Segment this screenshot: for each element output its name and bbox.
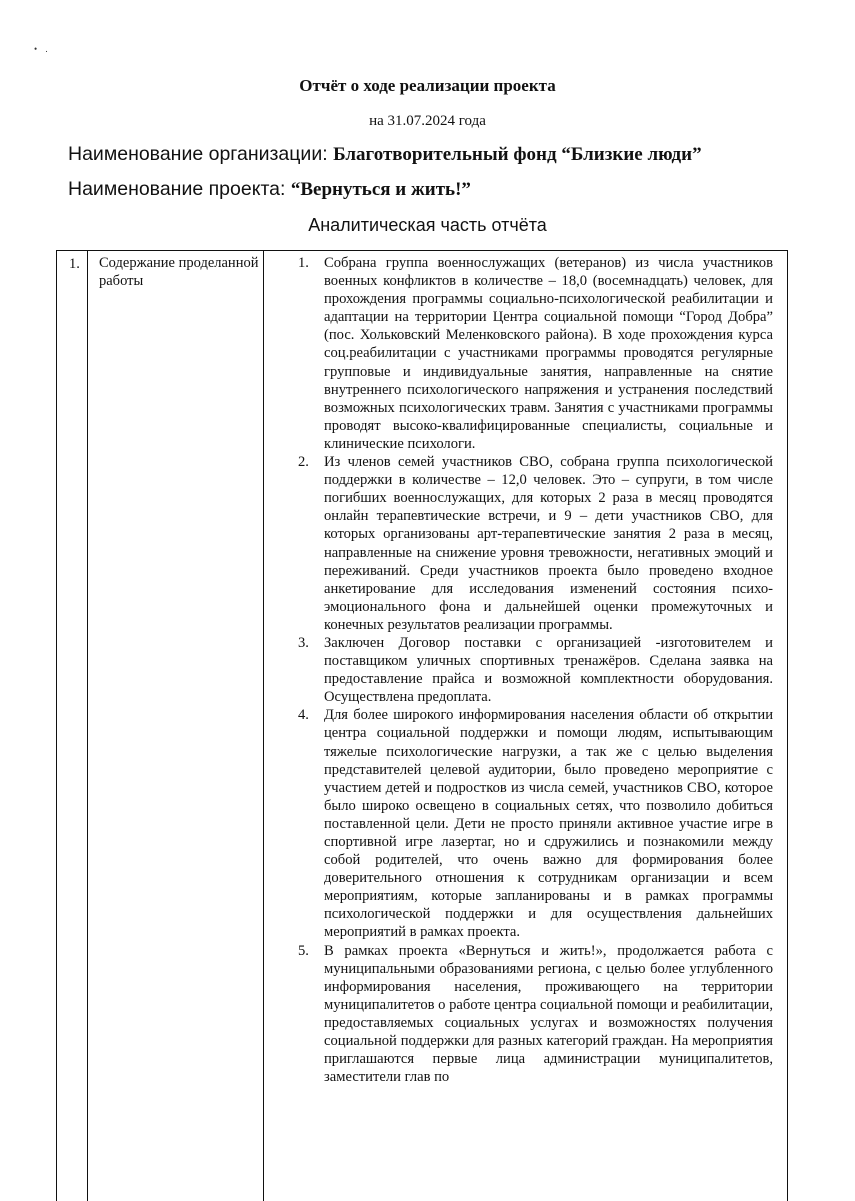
item-text: Заключен Договор поставки с организацией -изготовителем и поставщиком уличных спортивных тренажёров. Сделана заявка на предоставление прайса и возможной комплектности оборудования. Осуществлена предоплата. [324,634,773,706]
project-line [68,178,471,201]
item-number: 4. [298,707,309,724]
report-date: на 31.07.2024 года [369,113,486,129]
project-name: “Вернуться и жить!” [290,179,471,200]
row-number: 1. [69,256,80,272]
organization-name: Благотворительный фонд “Близкие люди” [333,144,702,165]
item-text: Собрана группа военнослужащих (ветеранов) из числа участников военных конфликтов в количестве – 18,0 (восемнадцать) человек, для прохождения программы социально-психологической реабилитации и адаптации на территории Центра социальной помощи “Город Добра” (пос. Хольковский Меленковского района). В ходе прохождения курса соц.реабилитации с участниками программы проводятся регулярные групповые и индивидуальные занятия, направленные на снятие внутреннего психологического напряжения и устранения последствий возможных психологических травм. Занятия с участниками программы проводят высоко-квалифицированные специалисты, социальные и клинические психологи. [324,255,773,452]
item-text: Для более широкого информирования населения области об открытии центра социальной поддержки и помощи людям, испытывающим тяжелые психологические нагрузки, а так же с целью выделения представителей целевой аудитории, было проведено мероприятие с участием детей и подростков из числа семей, участников СВО, которое было широко освещено в социальных сетях, что позволило добиться поставленной цели. Дети не просто приняли активное участие игре в спортивной игре лазертаг, но и сдружились и познакомили между собой родителей, что очень важно для формирования более доверительного отношения к сотрудникам организации и всем мероприятиям, которые запланированы и в рамках программы психологической поддержки и для осуществления дальнейших мероприятий в рамках проекта. [324,707,773,941]
section-title: Аналитическая часть отчёта [308,215,547,235]
project-label: Наименование проекта: [68,178,286,200]
list-item [281,453,773,634]
column-divider [87,251,88,1201]
item-text: В рамках проекта «Вернуться и жить!», продолжается работа с муниципальными образованиями региона, с целью более углубленного информирования населения, проживающего на территории муниципалитетов о работе центра социальной помощи и реабилитации, предоставляемых социальных услугах и возможностях получения социальной поддержки для разных категорий граждан. На мероприятия приглашаются первые лица администрации муниципалитетов, заместители глав по [324,942,773,1086]
scan-artifact: • . [34,44,51,54]
organization-label: Наименование организации: [68,143,328,165]
item-number: 3. [298,634,309,651]
document-title: Отчёт о ходе реализации проекта [299,76,556,95]
column-divider [263,251,264,1201]
organization-line [68,143,702,166]
item-number: 2. [298,454,309,471]
list-item [281,634,773,706]
item-number: 5. [298,942,309,959]
list-item [281,942,773,1087]
report-table [56,250,788,1201]
list-item [281,706,773,941]
item-number: 1. [298,255,309,271]
item-text: Из членов семей участников СВО, собрана группа психологической поддержки в количестве – 12,0 человек. Это – супруги, в том числе погибших военнослужащих, для которых 2 раза в месяц проводятся онлайн терапевтические встречи, и 9 – дети участников СВО, для которых организованы арт-терапевтические занятия 2 раза в месяц, направленные на снижение уровня тревожности, негативных эмоций и переживаний. Среди участников проекта было проведено входное анкетирование для исследования изменений состояния психо-эмоционального фона и дальнейшей оценки промежуточных и конечных результатов реализации программы. [324,454,773,633]
list-item [281,254,773,453]
work-items-list [281,254,773,1086]
row-heading: Содержание проделанной работы [99,255,259,289]
